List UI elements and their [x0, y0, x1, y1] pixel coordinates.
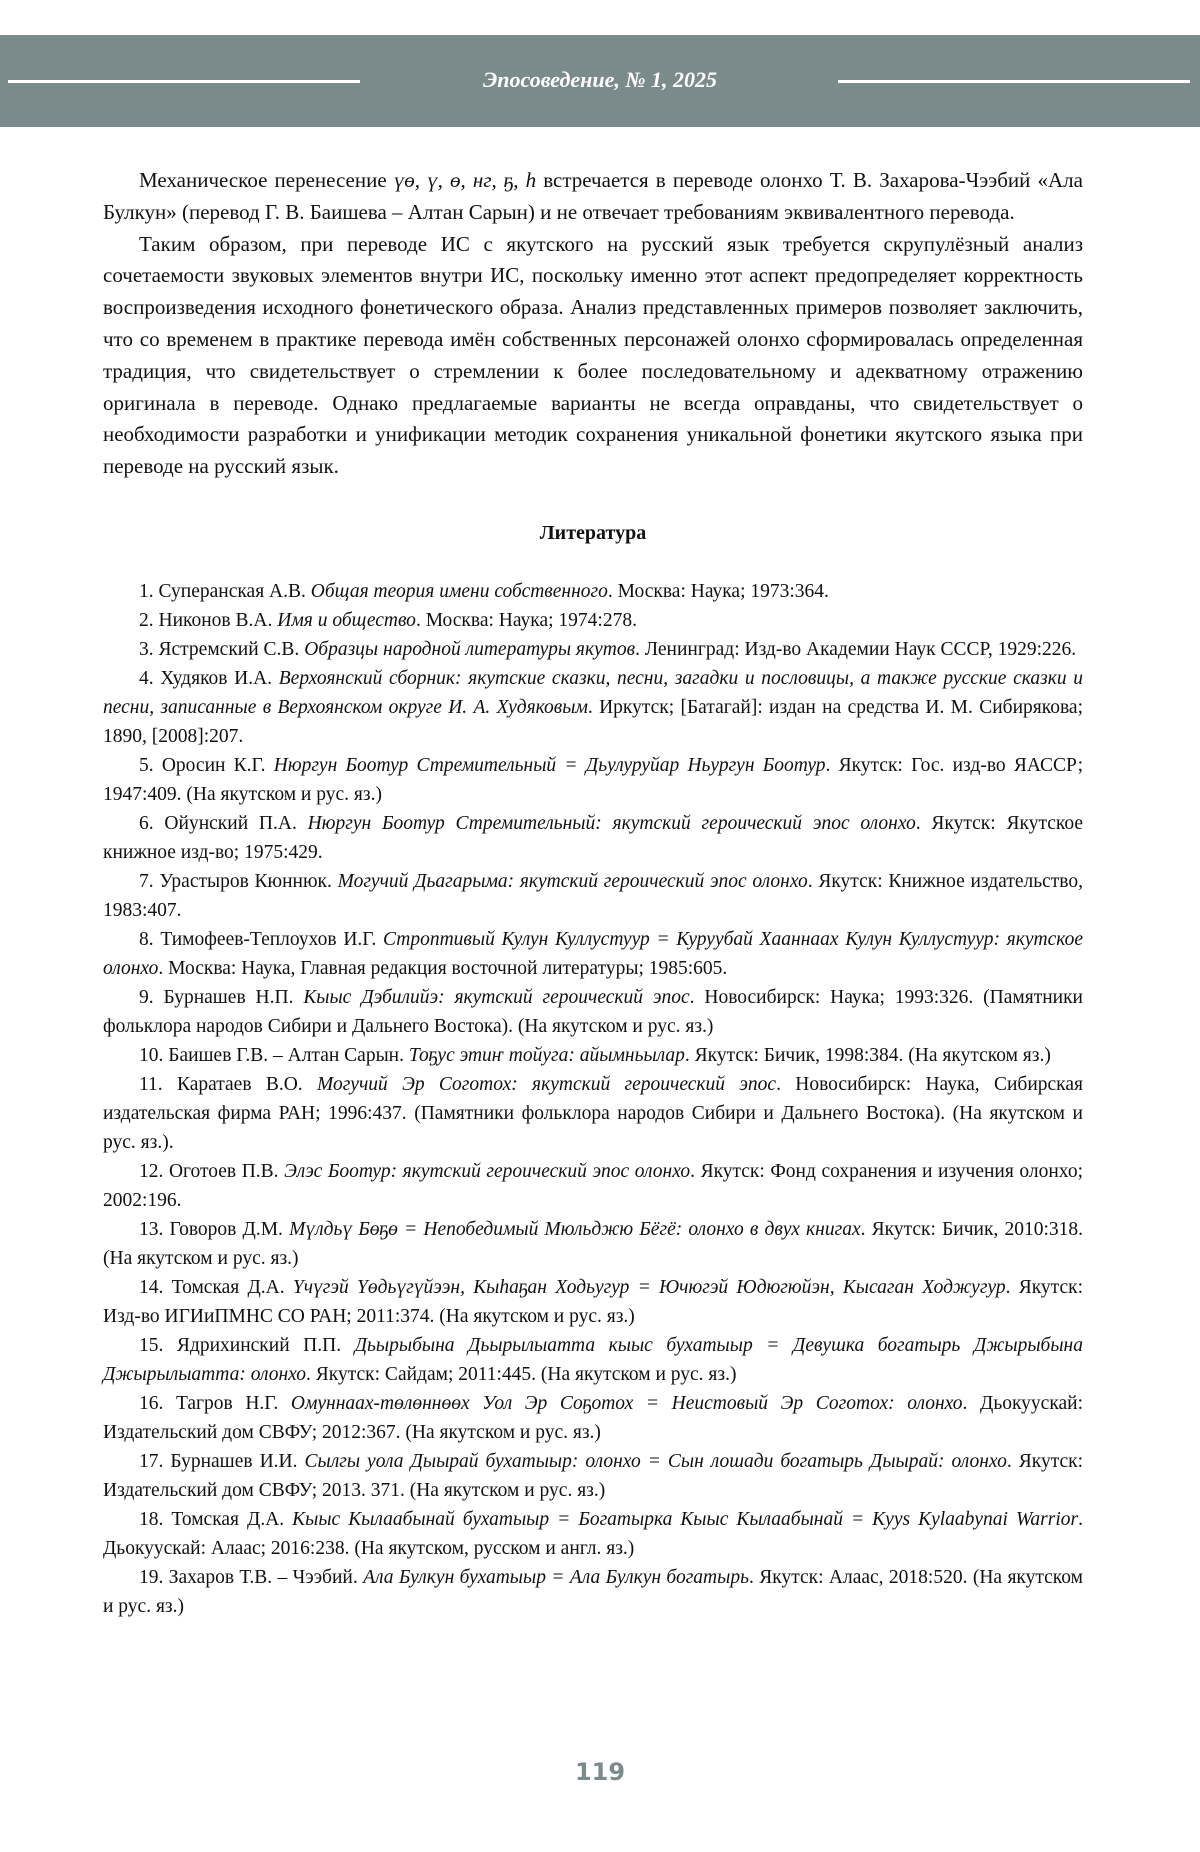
- reference-item: [103, 751, 1083, 809]
- page-number: 119: [574, 1758, 626, 1786]
- reference-author: 6. Ойунский П.А.: [139, 812, 308, 834]
- reference-publication: . Москва: Наука, Главная редакция восточной литературы; 1985:605.: [158, 957, 728, 979]
- reference-title: Кыыс Кылаабынай бухатыыр = Богатырка Кыыс Кылаабынай = Kyys Kylaabynai Warrior: [292, 1508, 1079, 1530]
- reference-list: [103, 577, 1083, 1621]
- reference-item: [103, 664, 1083, 751]
- reference-author: 12. Оготоев П.В.: [139, 1160, 285, 1182]
- reference-title: Ала Булкун бухатыыр = Ала Булкун богатырь: [363, 1566, 749, 1588]
- reference-item: [103, 606, 1083, 635]
- reference-item: [103, 635, 1083, 664]
- reference-author: 2. Никонов В.А.: [139, 609, 278, 631]
- reference-publication: . Иркутск; [Батагай]: издан на средства И. М. Сибирякова; 1890, [2008]:207.: [103, 696, 1083, 747]
- reference-publication: . Москва: Наука; 1973:364.: [607, 580, 829, 602]
- reference-title: Тоҕус этиҥ тойуга: айымньылар: [408, 1044, 685, 1066]
- reference-item: [103, 1447, 1083, 1505]
- reference-item: [103, 867, 1083, 925]
- reference-title: Нюргун Боотур Стремительный: якутский героический эпос олонхо: [307, 812, 916, 834]
- reference-author: 3. Ястремский С.В.: [139, 638, 305, 660]
- paragraph-text: Механическое перенесение: [139, 168, 394, 192]
- reference-item: [103, 809, 1083, 867]
- reference-item: [103, 983, 1083, 1041]
- reference-publication: . Якутск: Книжное издательство, 1983:407.: [103, 870, 1083, 921]
- reference-author: 7. Урастыров Кюннюк.: [139, 870, 338, 892]
- reference-title: Нюргун Боотур Стремительный = Дьулуруйар Ньургун Боотур: [273, 754, 826, 776]
- reference-item: [103, 577, 1083, 606]
- reference-author: 14. Томская Д.А.: [139, 1276, 293, 1298]
- reference-publication: . Дьокуускай: Издательский дом СВФУ; 2012:367. (На якутском и рус. яз.): [103, 1392, 1084, 1443]
- reference-author: 18. Томская Д.А.: [139, 1508, 293, 1530]
- reference-author: 4. Худяков И.А.: [139, 667, 279, 689]
- reference-author: 9. Бурнашев Н.П.: [139, 986, 304, 1008]
- paragraph-italic-text: үө, ү, ө, нг, ҕ, h: [393, 168, 537, 192]
- reference-title: Имя и общество: [277, 609, 416, 631]
- reference-title: Мүлдьү Бөҕө = Непобедимый Мюльджю Бёгё: олонхо в двух книгах: [289, 1218, 861, 1240]
- literature-heading: Литература: [539, 521, 647, 544]
- reference-item: [103, 1389, 1083, 1447]
- reference-publication: . Ленинград: Изд-во Академии Наук СССР, 1929:226.: [635, 638, 1077, 660]
- reference-publication: . Якутск: Изд-во ИГИиПМНС СО РАН; 2011:374. (На якутском и рус. яз.): [103, 1276, 1083, 1327]
- reference-item: [103, 1070, 1083, 1157]
- journal-header-band: [0, 35, 1200, 127]
- reference-author: 8. Тимофеев-Теплоухов И.Г.: [139, 928, 383, 950]
- reference-title: Строптивый Кулун Куллустуур = Куруубай Хааннаах Кулун Куллустуур: якутское олонхо: [103, 928, 1084, 979]
- reference-author: 1. Суперанская А.В.: [139, 580, 311, 602]
- reference-publication: . Новосибирск: Наука, Сибирская издательская фирма РАН; 1996:437. (Памятники фольклора народов Сибири и Дальнего Востока). (На якутском и рус. яз.).: [103, 1073, 1083, 1153]
- journal-title: Эпосоведение, № 1, 2025: [482, 67, 718, 92]
- reference-title: Үчүгэй Үөдьүгүйээн, Кыһаҕан Ходьугур = Ючюгэй Юдюгюйэн, Кысаган Ходжугур: [292, 1276, 1006, 1298]
- reference-item: [103, 925, 1083, 983]
- body-paragraph: [103, 165, 1083, 229]
- reference-title: Могучий Эр Соготох: якутский героический эпос: [316, 1073, 777, 1095]
- reference-publication: . Якутск: Издательский дом СВФУ; 2013. 371. (На якутском и рус. яз.): [103, 1450, 1084, 1501]
- reference-item: [103, 1505, 1083, 1563]
- reference-publication: . Дьокуускай: Алаас; 2016:238. (На якутском, русском и англ. яз.): [103, 1508, 1083, 1559]
- reference-publication: . Якутск: Сайдам; 2011:445. (На якутском и рус. яз.): [306, 1363, 737, 1385]
- reference-title: Кыыс Дэбилийэ: якутский героический эпос: [303, 986, 690, 1008]
- reference-publication: . Якутск: Алаас, 2018:520. (На якутском и рус. яз.): [103, 1566, 1083, 1617]
- reference-item: [103, 1273, 1083, 1331]
- reference-author: 13. Говоров Д.М.: [139, 1218, 290, 1240]
- reference-author: 10. Баишев Г.В. – Алтан Сарын.: [139, 1044, 409, 1066]
- reference-author: 17. Бурнашев И.И.: [139, 1450, 305, 1472]
- reference-author: 15. Ядрихинский П.П.: [139, 1334, 355, 1356]
- reference-author: 19. Захаров Т.В. – Чээбий.: [139, 1566, 364, 1588]
- header-rule-right: [838, 80, 1190, 83]
- paragraph-text: Таким образом, при переводе ИС с якутского на русский язык требуется скрупулёзный анализ сочетаемости звуковых элементов внутри ИС, поскольку именно этот аспект предопределяет корректность воспроизведения исходного фонетического образа. Анализ представленных примеров позволяет заключить, что со временем в практике перевода имён собственных персонажей олонхо сформировалась определенная традиция, что свидетельствует о стремлении к более последовательному и адекватному отражению оригинала в переводе. Однако предлагаемые варианты не всегда оправданы, что свидетельствует о необходимости разработки и унификации методик сохранения уникальной фонетики якутского языка при переводе на русский язык.: [103, 231, 1083, 479]
- reference-author: 16. Тагров Н.Г.: [139, 1392, 291, 1414]
- reference-item: [103, 1331, 1083, 1389]
- reference-item: [103, 1041, 1083, 1070]
- reference-author: 11. Каратаев В.О.: [139, 1073, 317, 1095]
- article-body: [103, 165, 1083, 1621]
- reference-item: [103, 1563, 1083, 1621]
- reference-publication: . Якутск: Фонд сохранения и изучения олонхо; 2002:196.: [103, 1160, 1083, 1211]
- reference-title: Верхоянский сборник: якутские сказки, песни, загадки и пословицы, а также русские сказки и песни, записанные в Верхоянском округе И. А. Худяковым: [103, 667, 1083, 718]
- reference-title: Образцы народной литературы якутов: [304, 638, 636, 660]
- body-paragraph: [103, 229, 1083, 483]
- reference-title: Дьырыбына Дьырылыатта кыыс бухатыыр = Девушка богатырь Джырыбына Джырылыатта: олонхо: [103, 1334, 1083, 1385]
- reference-publication: . Якутск: Гос. изд-во ЯАССР; 1947:409. (На якутском и рус. яз.): [103, 754, 1083, 805]
- reference-author: 5. Оросин К.Г.: [139, 754, 274, 776]
- reference-title: Омуннаах-төлөннөөх Уол Эр Соҕотох = Неистовый Эр Соготох: олонхо: [290, 1392, 963, 1414]
- reference-publication: . Москва: Наука; 1974:278.: [415, 609, 637, 631]
- reference-publication: . Якутск: Якутское книжное изд-во; 1975:429.: [103, 812, 1083, 863]
- reference-title: Сылгы уола Дыырай бухатыыр: олонхо = Сын лошади богатырь Дыырай: олонхо: [304, 1450, 1007, 1472]
- reference-title: Элэс Боотур: якутский героический эпос олонхо: [284, 1160, 691, 1182]
- reference-item: [103, 1157, 1083, 1215]
- reference-publication: . Якутск: Бичик, 1998:384. (На якутском яз.): [684, 1044, 1051, 1066]
- reference-publication: . Якутск: Бичик, 2010:318. (На якутском и рус. яз.): [103, 1218, 1084, 1269]
- paragraph-text: встречается в переводе олонхо Т. В. Захарова-Чээбий «Ала Булкун» (перевод Г. В. Баишева – Алтан Сарын) и не отвечает требованиям эквивалентного перевода.: [103, 168, 1083, 224]
- reference-title: Могучий Дьагарыма: якутский героический эпос олонхо: [337, 870, 808, 892]
- reference-publication: . Новосибирск: Наука; 1993:326. (Памятники фольклора народов Сибири и Дальнего Востока). (На якутском и рус. яз.): [103, 986, 1083, 1037]
- reference-item: [103, 1215, 1083, 1273]
- reference-title: Общая теория имени собственного: [310, 580, 608, 602]
